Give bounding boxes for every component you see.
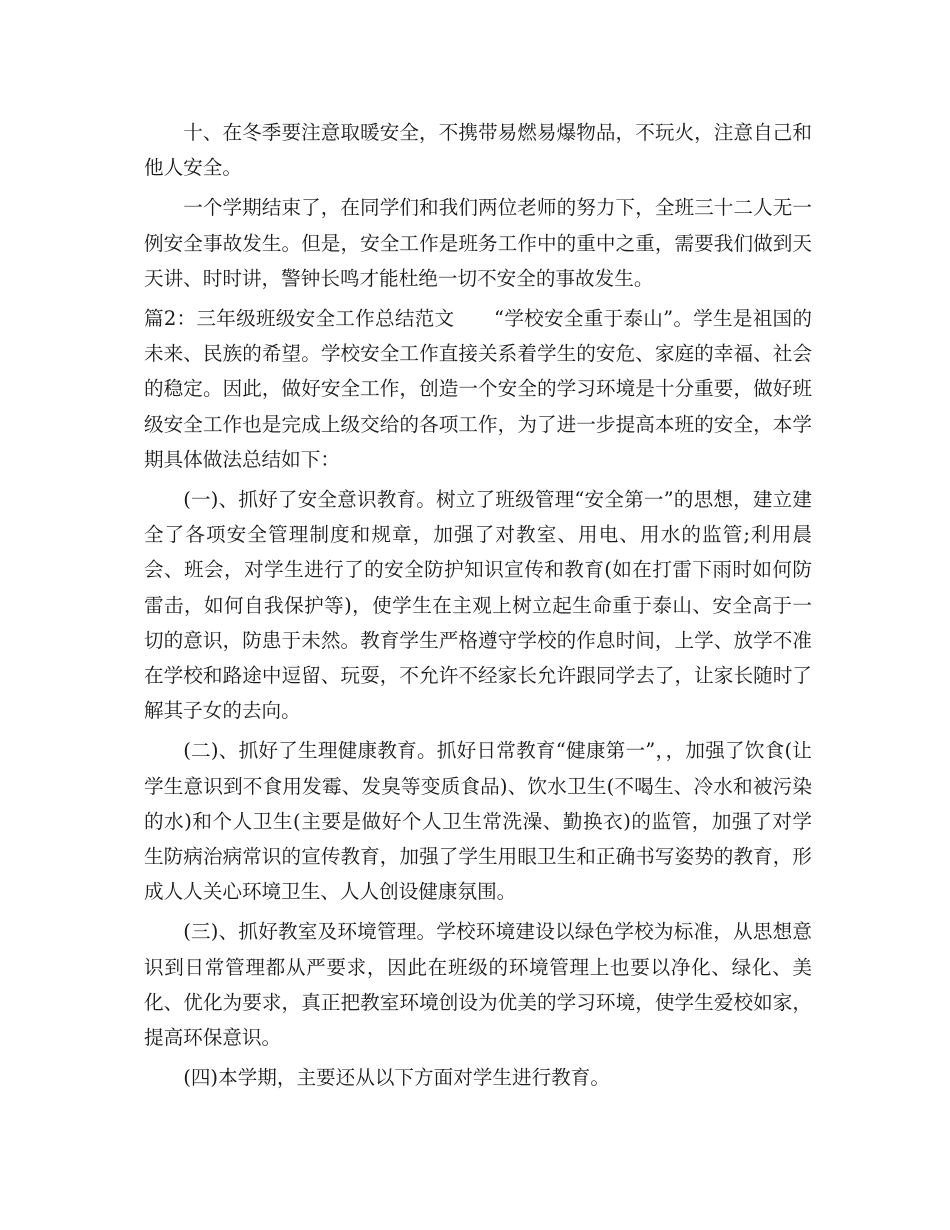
paragraph-safety-awareness: (一)、抓好了安全意识教育。树立了班级管理“安全第一”的思想，建立建全了各项安全管理制度和规章，加强了对教室、用电、用水的监管;利用晨会、班会，对学生进行了的安全防护知识宣传和教育(如在打雷下雨时如何防雷击，如何自我保护等)，使学生在主观上树立起生命重于泰山、安全高于一切的意识，防患于未然。教育学生严格遵守学校的作息时间，上学、放学不准在学校和路途中逗留、玩耍，不允许不经家长允许跟同学去了，让家长随时了解其子女的去向。 <box>144 488 812 723</box>
paragraph-article-2-intro: 篇2：三年级班级安全工作总结范文 “学校安全重于泰山”。学生是祖国的未来、民族的希望。学校安全工作直接关系着学生的安危、家庭的幸福、社会的稳定。因此，做好安全工作，创造一个安全的学习环境是十分重要，做好班级安全工作也是完成上级交给的各项工作，为了进一步提高本班的安全，本学期具体做法总结如下： <box>144 307 812 471</box>
paragraph-environment-management: (三)、抓好教室及环境管理。学校环境建设以绿色学校为标准，从思想意识到日常管理都从严要求，因此在班级的环境管理上也要以净化、绿化、美化、优化为要求，真正把教室环境创设为优美的学习环境，使学生爱校如家，提高环保意识。 <box>144 920 812 1050</box>
paragraph-semester-summary: 一个学期结束了，在同学们和我们两位老师的努力下，全班三十二人无一例安全事故发生。但是，安全工作是班务工作中的重中之重，需要我们做到天天讲、时时讲，警钟长鸣才能杜绝一切不安全的事故发生。 <box>144 196 812 290</box>
paragraph-winter-safety: 十、在冬季要注意取暖安全，不携带易燃易爆物品，不玩火，注意自己和他人安全。 <box>144 121 812 180</box>
document-body <box>144 115 812 1100</box>
paragraph-health-education: (二)、抓好了生理健康教育。抓好日常教育“健康第一”，，加强了饮食(让学生意识到不食用发霉、发臭等变质食品)、饮水卫生(不喝生、冷水和被污染的水)和个人卫生(主要是做好个人卫生常洗澡、勤换衣)的监管，加强了对学生防病治病常识的宣传教育，加强了学生用眼卫生和正确书写姿势的教育，形成人人关心环境卫生、人人创设健康氛围。 <box>144 739 812 904</box>
paragraph-other-education: (四)本学期，主要还从以下方面对学生进行教育。 <box>183 1066 610 1090</box>
